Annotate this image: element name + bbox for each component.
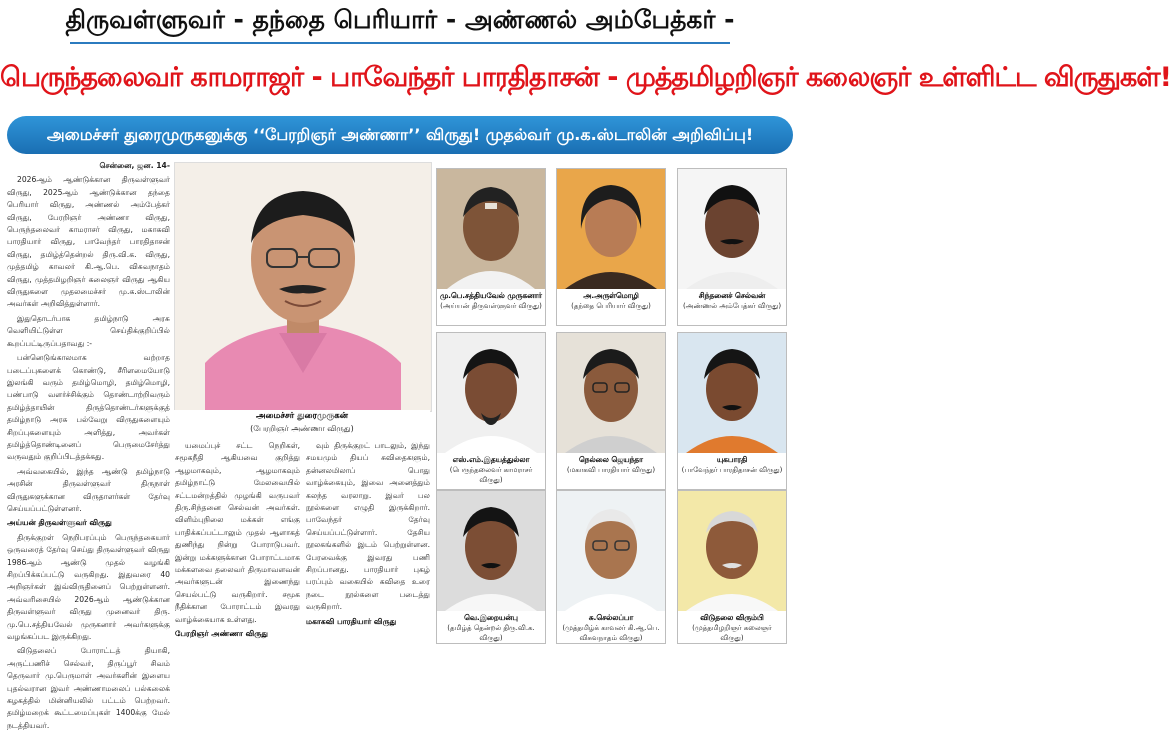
awardee-photo — [678, 333, 786, 453]
awardee-card — [556, 490, 666, 644]
article-paragraph: வும் திருக்குறட் பாடலும், இந்து சமயமும் தியப் சுவிதைகளும், தன்னலமிலாப் பொது வாழ்க்கையும், இவை அனைத்தும் கலந்த வரலாறு. இவர் பல நூல்களை எழுதி இருக்கிறார். பாவேந்தர் தேர்வு செய்யப்பட்டுள்ளார். தேசிய நூலகங்களில் இடம் பெற்றுள்ளன. பேரவைக்கு இவரது பணி சிறப்பானது. பாரதியார் புகழ் பரப்பும் வகையில் கவிதை உரை நடை நூல்களை படைத்து வருகிறார். — [306, 441, 430, 612]
dateline: சென்னை, ஜன. 14- — [99, 161, 170, 170]
awardee-name: எஸ்.எம்.இதயத்துல்லா — [452, 455, 530, 464]
awardee-award: (முத்தமிழறிஞர் கலைஞர் விருது) — [692, 624, 772, 642]
awardee-card — [436, 490, 546, 644]
main-portrait-name: அமைச்சர் துரைமுருகன் — [256, 411, 348, 421]
awardee-name: விடுதலை விரும்பி — [700, 613, 764, 622]
article-paragraph: திருக்குறள் நெறிபரப்பும் பெருந்தகையார் ஒருவரைத் தேர்வு செய்து திருவள்ளுவர் விருது 1986ஆம் ஆண்டு முதல் வழங்கி சிறப்பிக்கப்பட்டு வருகிறது. இதுவரை 40 அறிஞர்கள் இவ்விருதினைப் பெற்றுள்ளனர். அவ்வரிசையில் 2026ஆம் ஆண்டுக்கான திருவள்ளுவர் விருது முனைவர் திரு. மு.பெ.சத்தியவேல் முருகனார் அவர்களுக்கு வழங்கப்பட இருக்கிறது. — [7, 532, 170, 642]
awardee-photo — [557, 169, 665, 289]
awardee-card — [436, 332, 546, 490]
awardee-name: சிந்தனைச் செல்வன் — [698, 291, 766, 300]
headline-banner: அமைச்சர் துரைமுருகனுக்கு ‘‘பேரறிஞர் அண்ணா’’ விருது! முதல்வர் மு.க.ஸ்டாலின் அறிவிப்பு! — [7, 116, 793, 154]
awardee-photo — [437, 169, 545, 289]
awardee-name: யுகபாரதி — [716, 455, 748, 464]
awardee-card — [436, 168, 546, 326]
article-paragraph: இதுதொடர்பாக தமிழ்நாடு அரசு வெளியிட்டுள்ள செய்திக்குறிப்பில் கூறப்பட்டிருப்பதாவது :- — [7, 313, 170, 348]
awardee-card — [556, 168, 666, 326]
awardee-award: (பெருந்தலைவர் காமராசர் விருது) — [449, 466, 533, 484]
awardee-photo — [437, 333, 545, 453]
awardee-card — [677, 168, 787, 326]
awardee-award: (தந்தை பெரியார் விருது) — [571, 302, 651, 310]
awardee-name: நெல்லை ஜெயந்தா — [578, 455, 643, 464]
article-subheading: மகாகவி பாரதியார் விருது — [306, 616, 397, 626]
awardee-card — [677, 490, 787, 644]
awardee-photo — [678, 491, 786, 611]
awardee-photo — [678, 169, 786, 289]
main-portrait-caption — [174, 410, 430, 438]
awardee-photo — [557, 491, 665, 611]
article-column-2 — [175, 440, 300, 642]
awardee-award: (அய்யன் திருவள்ளுவர் விருது) — [440, 302, 542, 310]
awardee-award: (அண்ணல் அம்பேத்கர் விருது) — [682, 302, 782, 310]
awardee-award: (முத்தமிழ்க் காவலர் கி.ஆ.பெ. விசுவநாதம் விருது) — [562, 624, 660, 642]
article-paragraph: 2026ஆம் ஆண்டுக்கான திருவள்ளுவர் விருது, 2025ஆம் ஆண்டுக்கான தந்தை பெரியார் விருது, அண்ணல் அம்பேத்கர் விருது, பேரறிஞர் அண்ணா விருது, பெருந்தலைவர் காமராசர் விருது, மகாகவி பாரதியார் விருது, பாவேந்தர் பாரதிதாசன் விருது, தமிழ்த்தென்றல் திரு.வி.க. விருது, முத்தமிழ் காவலர் கி.ஆ.பெ. விசுவநாதம் விருது, முத்தமிழறிஞர் கலைஞர் விருது ஆகிய விருதுகளை முதலமைச்சர் மு.க.ஸ்டாலின் அவர்கள் அறிவித்துள்ளார். — [7, 175, 170, 309]
awardee-award: (தமிழ்த் தென்றல் திரு.வி.க. விருது) — [447, 624, 535, 642]
awardee-photo — [437, 491, 545, 611]
news-article — [0, 158, 800, 730]
headline-underline — [70, 42, 730, 44]
article-paragraph: விடுதலைப் போராட்டத் தியாகி, அருட்பணிச் செல்வர், திருப்பூர் சிவம் தெருவார் மு.பெருமாள் அவர்களின் இளைய புதல்வரான இவர் அண்ணாமலைப் பல்கலைக் கழகத்தில் மின்னியலில் பட்டம் பெற்றவர். தமிழ்மறைக் கூட்டமைப்புகள் 1400க்கு மேல் நடத்தியவர். — [7, 646, 170, 730]
awardee-name: வெ.இறையன்பு — [464, 613, 518, 622]
awardee-card — [556, 332, 666, 490]
headline-line-1: திருவள்ளுவர் - தந்தை பெரியார் - அண்ணல் அம்பேத்கர் - — [65, 5, 735, 34]
awardee-name: சு.செல்லப்பா — [588, 613, 634, 622]
article-paragraph: அவ்வகையில், இந்த ஆண்டு தமிழ்நாடு அரசின் திருவள்ளுவர் திருநாள் விருதுகளுக்கான விருதாளர்கள் தேர்வு செய்யப்பட்டுள்ளனர். — [7, 466, 170, 513]
article-subheading: பேரறிஞர் அண்ணா விருது — [175, 629, 268, 639]
awardee-name: மு.பெ.சத்தியவேல் முருகனார் — [439, 291, 543, 300]
article-paragraph: யமைப்புச் சட்ட நெறிகள், சமூகநீதி ஆகியவை குறித்து ஆழமாகவும், ஆழமாகவும் தமிழ்நாட்டு மேலவையில் சட்டமன்றத்தில் முழங்கி வருபவர் திரு.சிந்தனை செல்வன் அவர்கள். விளிம்புநிலை மக்கள் எங்கு பாதிக்கப்பட்டாலும் முதல் ஆளாகத் துணிந்து நின்று போராடுபவர். இன்று மக்களுக்கான போராட்டமாக மக்களவை தலைவர் திருமாவளவன் அவர்களுடன் இணைந்து செயல்பட்டு வருகிறார். சமூக நீதிக்கான போராட்டம் இவரது வாழ்க்கையாக உள்ளது. — [175, 441, 300, 624]
main-portrait-photo — [174, 162, 432, 412]
awardee-award: (பாவேந்தர் பாரதிதாசன் விருது) — [681, 466, 783, 474]
awardee-name: அ.அருள்மொழி — [583, 291, 639, 300]
article-subheading: அய்யன் திருவள்ளுவர் விருது — [7, 518, 112, 528]
awardee-photo — [557, 333, 665, 453]
headline-line-2: பெருந்தலைவர் காமராஜர் - பாவேந்தர் பாரதிதாசன் - முத்தமிழறிஞர் கலைஞர் உள்ளிட்ட விருதுகள்! — [0, 62, 1171, 93]
article-column-1 — [7, 160, 170, 730]
main-portrait-award: (பேரறிஞர் அண்ணா விருது) — [250, 424, 354, 433]
article-paragraph: பன்னெடுங்காலமாக வற்றாத படைப்புகளைக் கொண்டு, சீரிளமையோடு இலங்கி வரும் தமிழ்மொழி, தமிழ்மொழி, பண்பாடு வளர்ச்சிக்கும் தொண்டாற்றிவரும் தமிழ்த்தாயின் திருத்தொண்டர்களுக்குத் தமிழ்நாடு அரசு பல்வேறு விருதுகளையும் சிறப்புகளையும் அளித்து, அவர்கள் தமிழ்த்தொண்டினைப் பெருமைசேர்த்து வருவதும் குறிப்பிடத்தக்கது. — [7, 353, 170, 462]
article-column-3 — [306, 440, 430, 642]
awardee-award: (மகாகவி பாரதியார் விருது) — [566, 466, 656, 474]
awardee-card — [677, 332, 787, 490]
